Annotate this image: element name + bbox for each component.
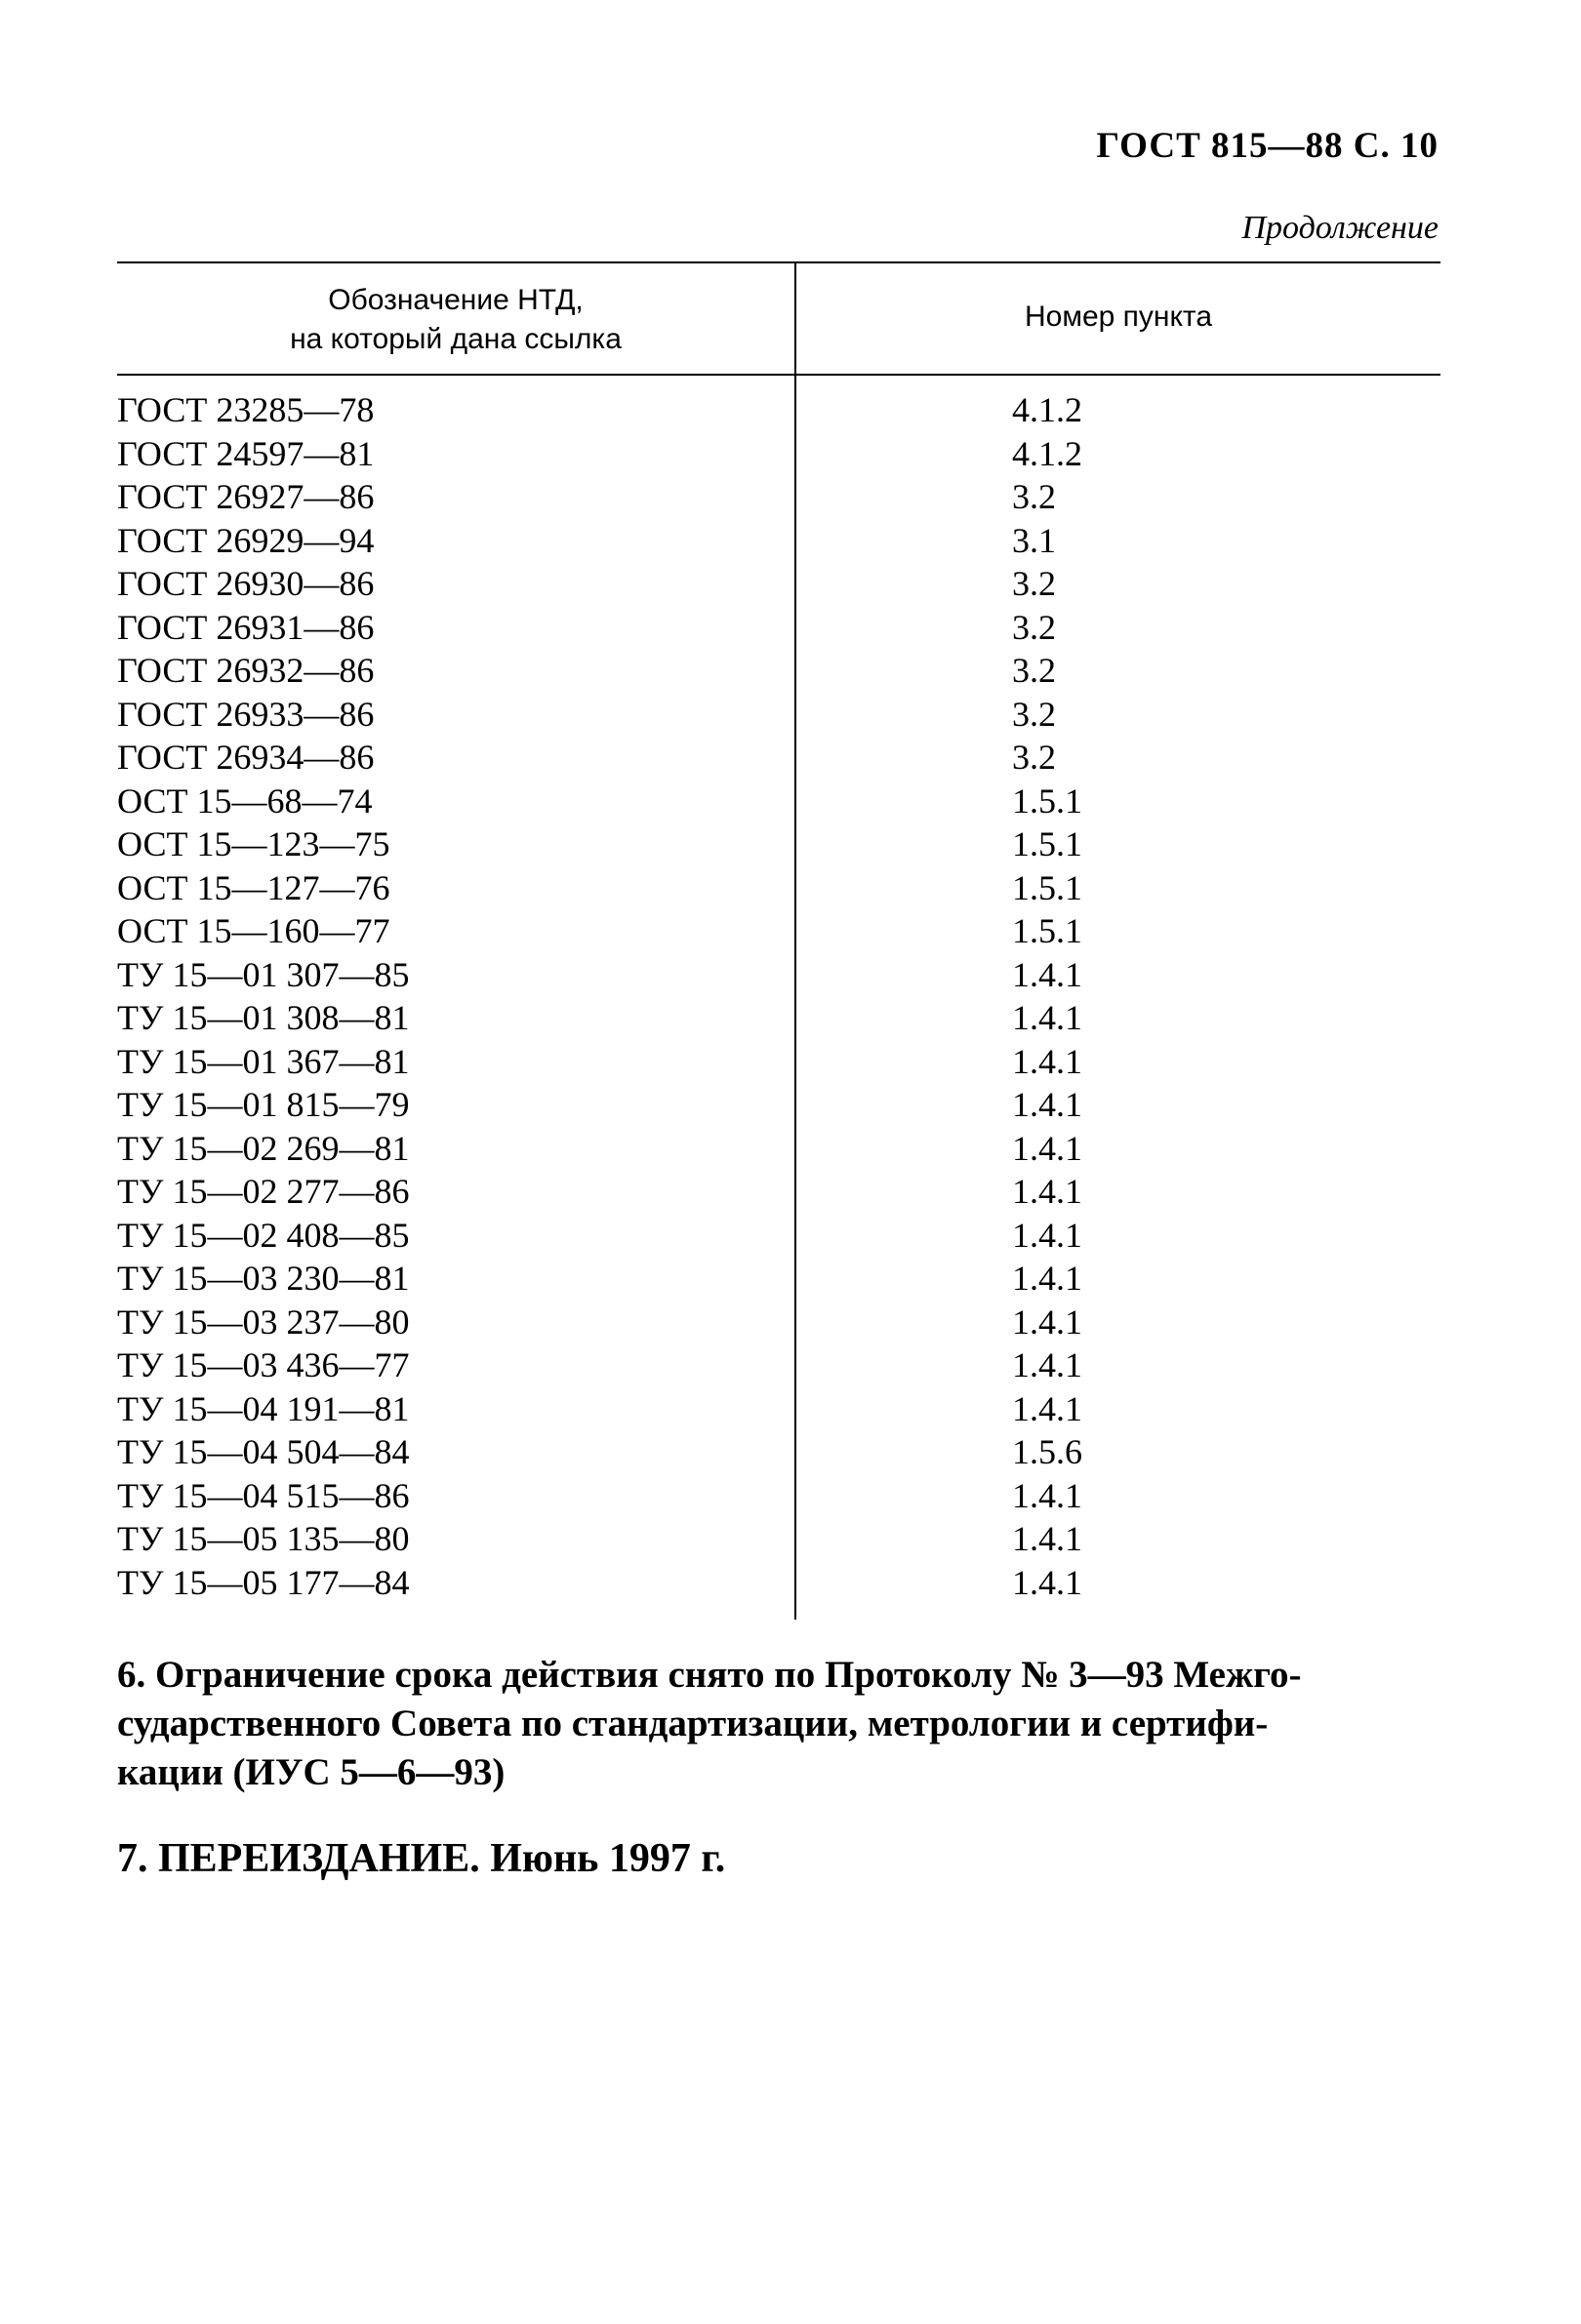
table-row xyxy=(117,1517,1440,1561)
document-designation: ГОСТ 26927—86 xyxy=(117,477,375,516)
document-designation: ТУ 15—04 191—81 xyxy=(117,1388,410,1428)
clause-number: 3.2 xyxy=(1012,477,1056,516)
table-row xyxy=(117,866,1440,910)
clause-number: 1.5.1 xyxy=(1012,867,1082,907)
table-row xyxy=(117,475,1440,519)
document-designation: ТУ 15—03 237—80 xyxy=(117,1302,410,1342)
table-row xyxy=(117,519,1440,563)
table-row xyxy=(117,822,1440,866)
document-designation: ТУ 15—03 230—81 xyxy=(117,1259,410,1298)
table-row xyxy=(117,1387,1440,1431)
clause-number: 1.4.1 xyxy=(1012,1388,1082,1428)
document-designation: ГОСТ 26929—94 xyxy=(117,520,375,560)
clause-number: 1.5.1 xyxy=(1012,911,1082,950)
document-designation: ГОСТ 26931—86 xyxy=(117,607,375,647)
table-row xyxy=(117,780,1440,823)
document-designation: ГОСТ 23285—78 xyxy=(117,390,375,429)
column-header-document-line1: Обозначение НТД, xyxy=(328,284,584,316)
clause-number: 1.4.1 xyxy=(1012,1302,1082,1342)
document-designation: ТУ 15—03 436—77 xyxy=(117,1345,410,1384)
document-designation: ГОСТ 24597—81 xyxy=(117,433,375,473)
clause-number: 1.5.6 xyxy=(1012,1432,1082,1471)
note-item-6 xyxy=(117,1651,1425,1797)
table-row xyxy=(117,388,1440,432)
note-item-6-line3: кации (ИУС 5—6—93) xyxy=(117,1751,506,1793)
clause-number: 1.4.1 xyxy=(1012,954,1082,994)
clause-number: 1.4.1 xyxy=(1012,1475,1082,1515)
document-designation: ТУ 15—02 408—85 xyxy=(117,1215,410,1255)
clause-number: 1.4.1 xyxy=(1012,1041,1082,1081)
document-designation: ОСТ 15—68—74 xyxy=(117,781,373,821)
clause-number: 4.1.2 xyxy=(1012,433,1082,473)
table-row xyxy=(117,953,1440,997)
clause-number: 4.1.2 xyxy=(1012,390,1082,429)
document-designation: ТУ 15—02 269—81 xyxy=(117,1128,410,1168)
clause-number: 3.2 xyxy=(1012,607,1056,647)
clause-number: 1.4.1 xyxy=(1012,1085,1082,1124)
table-row xyxy=(117,1127,1440,1171)
document-designation: ОСТ 15—160—77 xyxy=(117,911,390,950)
clause-number: 1.4.1 xyxy=(1012,1519,1082,1558)
document-designation: ТУ 15—01 367—81 xyxy=(117,1041,410,1081)
document-designation: ГОСТ 26934—86 xyxy=(117,738,375,777)
table-row xyxy=(117,909,1440,953)
table-row xyxy=(117,606,1440,650)
table-row xyxy=(117,1214,1440,1258)
note-item-6-line2: сударственного Совета по стандартизации, метрологии и сертифи- xyxy=(117,1703,1269,1744)
continuation-label: Продолжение xyxy=(1241,210,1439,246)
table-row xyxy=(117,1083,1440,1127)
clause-number: 1.4.1 xyxy=(1012,1128,1082,1168)
document-designation: ТУ 15—01 815—79 xyxy=(117,1085,410,1124)
table-row xyxy=(117,1430,1440,1474)
document-designation: ТУ 15—05 135—80 xyxy=(117,1519,410,1558)
document-designation: ГОСТ 26930—86 xyxy=(117,564,375,603)
note-item-6-line1: 6. Ограничение срока действия снято по Протоколу № 3—93 Межго- xyxy=(117,1654,1302,1696)
table-row xyxy=(117,1040,1440,1084)
clause-number: 1.4.1 xyxy=(1012,1259,1082,1298)
table-row xyxy=(117,1561,1440,1605)
table-body xyxy=(117,388,1440,1604)
document-designation: ТУ 15—05 177—84 xyxy=(117,1562,410,1602)
clause-number: 3.2 xyxy=(1012,738,1056,777)
table-row xyxy=(117,562,1440,606)
table-row xyxy=(117,693,1440,737)
table-row xyxy=(117,1301,1440,1344)
document-designation: ОСТ 15—123—75 xyxy=(117,824,390,863)
clause-number: 1.4.1 xyxy=(1012,1215,1082,1255)
clause-number: 3.2 xyxy=(1012,694,1056,734)
table-row xyxy=(117,1257,1440,1301)
document-designation: ТУ 15—01 308—81 xyxy=(117,998,410,1037)
table-row xyxy=(117,649,1440,693)
table-row xyxy=(117,1343,1440,1387)
document-designation: ГОСТ 26933—86 xyxy=(117,694,375,734)
document-designation: ТУ 15—04 504—84 xyxy=(117,1432,410,1471)
column-header-document xyxy=(117,281,794,359)
document-designation: ТУ 15—01 307—85 xyxy=(117,954,410,994)
clause-number: 1.4.1 xyxy=(1012,998,1082,1037)
note-item-7: 7. ПЕРЕИЗДАНИЕ. Июнь 1997 г. xyxy=(117,1836,726,1881)
document-designation: ОСТ 15—127—76 xyxy=(117,867,390,907)
table-row xyxy=(117,1474,1440,1518)
clause-number: 1.4.1 xyxy=(1012,1562,1082,1602)
column-header-clause: Номер пункта xyxy=(1024,301,1213,333)
document-designation: ТУ 15—04 515—86 xyxy=(117,1475,410,1515)
clause-number: 3.1 xyxy=(1012,520,1056,560)
clause-number: 1.5.1 xyxy=(1012,781,1082,821)
document-designation: ГОСТ 26932—86 xyxy=(117,651,375,690)
clause-number: 1.4.1 xyxy=(1012,1172,1082,1211)
table-row xyxy=(117,736,1440,780)
document-designation: ТУ 15—02 277—86 xyxy=(117,1172,410,1211)
clause-number: 3.2 xyxy=(1012,564,1056,603)
clause-number: 3.2 xyxy=(1012,651,1056,690)
clause-number: 1.5.1 xyxy=(1012,824,1082,863)
clause-number: 1.4.1 xyxy=(1012,1345,1082,1384)
table-row xyxy=(117,1170,1440,1214)
table-row xyxy=(117,996,1440,1040)
column-header-document-line2: на который дана ссылка xyxy=(290,323,622,355)
table-header-rule xyxy=(117,374,1440,376)
page-header: ГОСТ 815—88 С. 10 xyxy=(1096,126,1439,166)
table-top-rule xyxy=(117,261,1440,263)
table-row xyxy=(117,432,1440,476)
